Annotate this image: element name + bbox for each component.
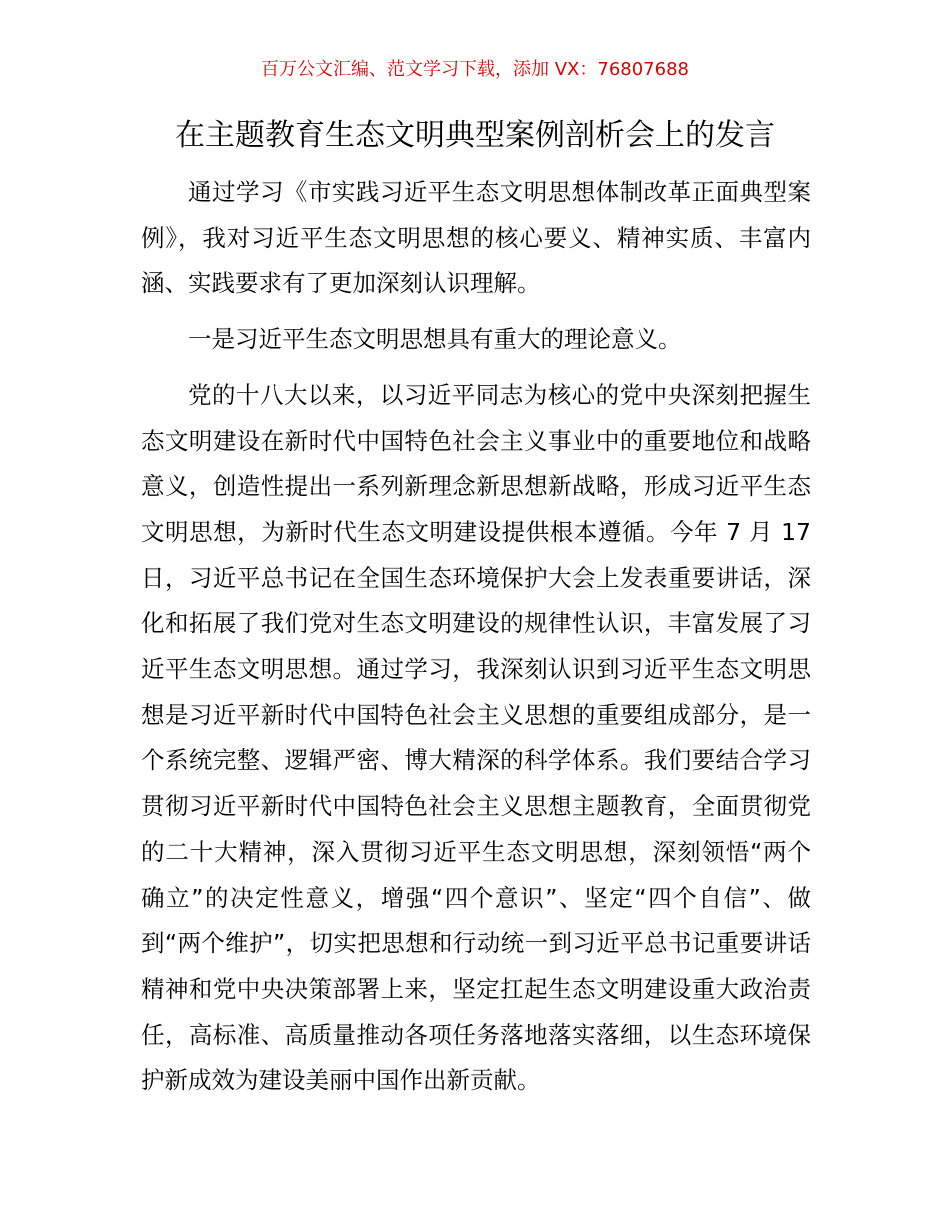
document-body [141,170,811,1104]
paragraph-intro: 通过学习《市实践习近平生态文明思想体制改革正面典型案例》，我对习近平生态文明思想的核心要义、精神实质、丰富内涵、实践要求有了更加深刻认识理解。 [141,178,811,298]
paragraph-main: 党的十八大以来，以习近平同志为核心的党中央深刻把握生态文明建设在新时代中国特色社会主义事业中的重要地位和战略意义，创造性提出一系列新理念新思想新战略，形成习近平生态文明思想，为新时代生态文明建设提供根本遵循。今年 7 月 17 日，习近平总书记在全国生态环境保护大会上发表重要讲话，深化和拓展了我们党对生态文明建设的规律性认识，丰富发展了习近平生态文明思想。通过学习，我深刻认识到习近平生态文明思想是习近平新时代中国特色社会主义思想的重要组成部分，是一个系统完整、逻辑严密、博大精深的科学体系。我们要结合学习贯彻习近平新时代中国特色社会主义思想主题教育，全面贯彻党的二十大精神，深入贯彻习近平生态文明思想，深刻领悟“两个确立”的决定性意义，增强“四个意识”、坚定“四个自信”、做到“两个维护”，切实把思想和行动统一到习近平总书记重要讲话精神和党中央决策部署上来，坚定扛起生态文明建设重大政治责任，高标准、高质量推动各项任务落地落实落细，以生态环境保护新成效为建设美丽中国作出新贡献。 [141,380,811,1095]
header-banner: 百万公文汇编、范文学习下载，添加 VX：76807688 [261,59,689,80]
paragraph-heading-one: 一是习近平生态文明思想具有重大的理论意义。 [188,325,682,354]
document-title: 在主题教育生态文明典型案例剖析会上的发言 [175,118,775,153]
